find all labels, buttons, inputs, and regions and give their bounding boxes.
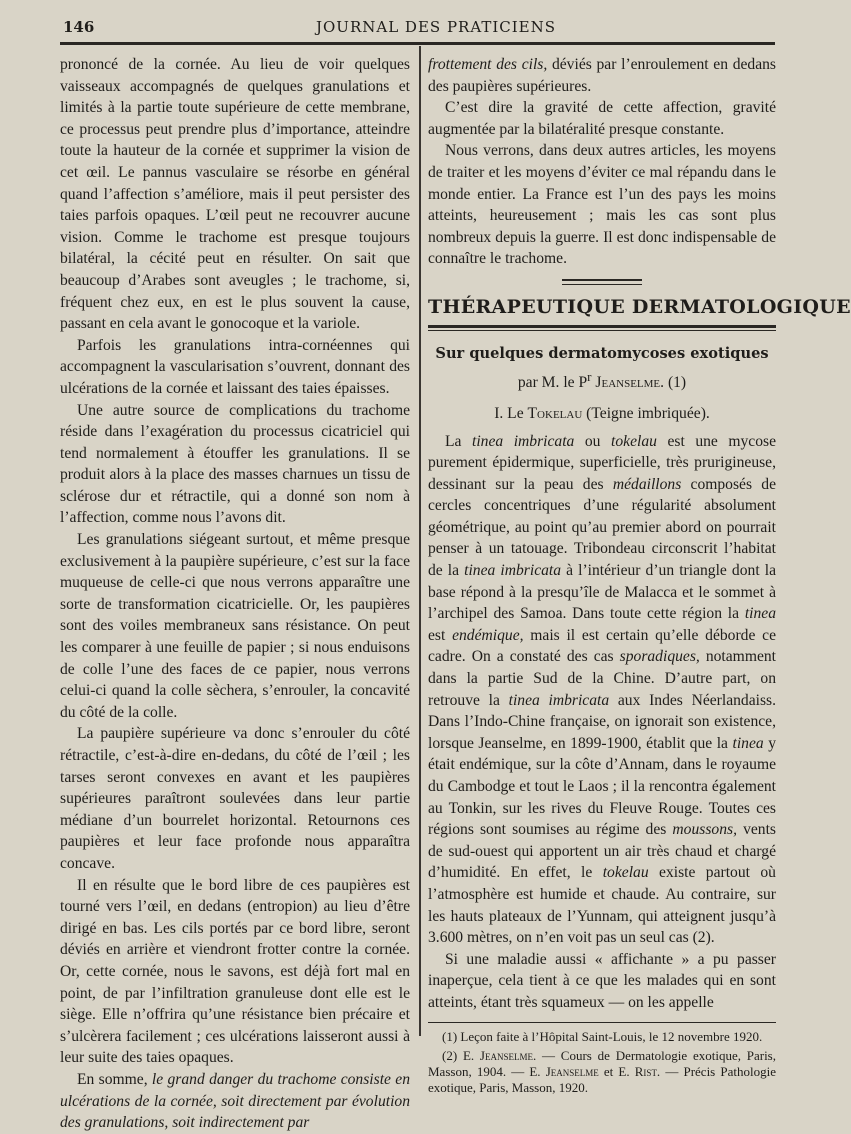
paragraph: La paupière supérieure va donc s’enrouler du côté rétractile, c’est-à-dire en-dedans, du côté de l’œil ; les tarses seront convexes en avant et les paupières supérieures paraîtront soulevées dans leur partie médiane d’un bourrelet horizontal. Retournons ces paupières et leur face profonde nous apparaîtra concave. bbox=[60, 725, 410, 872]
page-header bbox=[0, 12, 800, 42]
paragraph: Les granulations siégeant surtout, et même presque exclusivement à la paupière supérieure, c’est sur la face muqueuse de celle-ci que nous verrons apparaître une sorte de transformation cicatricielle. Or, les paupières sont des voiles membraneux sans résistance. On peut les comparer à une feuille de papier ; si nous enduisons de colle l’une des faces de ce papier, nous verrons celui-ci quand la colle sèchera, s’enrouler, la concavité du côté de la colle. bbox=[60, 531, 410, 721]
page-number: 146 bbox=[63, 18, 95, 36]
italic-text: sporadiques, bbox=[619, 648, 700, 666]
text-run: notamment dans la partie Sud de la Chine. D’autre part, on retrouve la bbox=[428, 648, 776, 709]
text-run: y était endémique, sur la côte d’Annam, dans le royaume du Cambodge et tout le Laos ; il la rencontra également au Tonkin, sur les rives du Fleuve Rouge. Toutes ces régions sont soumises au régime des bbox=[428, 734, 776, 839]
text-run: composés de cercles concentriques d’une régularité absolument géométrique, au point qu’au premier abord on pourrait penser à un tatouage. Tribondeau circonscrit l’habitat de la bbox=[428, 475, 777, 580]
section-separator bbox=[562, 279, 642, 281]
italic-text: endémique, bbox=[452, 626, 524, 644]
italic-text: frottement des cils, bbox=[428, 56, 548, 73]
text-run: — Cours de Dermatologie exotique, Paris, Masson, 1904. — E. bbox=[428, 1047, 776, 1079]
paragraph: Parfois les granulations intra-cornéennes qui accompagnent la vascularisation s’ouvrent, donnant des ulcérations de la cornée et laissant des taies épaisses. bbox=[60, 336, 410, 397]
paragraph bbox=[428, 54, 776, 97]
paragraph bbox=[60, 1069, 410, 1134]
text-run: Jeanselme. bbox=[479, 1047, 537, 1063]
title-rule bbox=[428, 325, 776, 328]
author-name: Jeanselme. bbox=[595, 374, 665, 392]
footnote bbox=[428, 1048, 776, 1096]
footnote-ref: (1) bbox=[664, 374, 687, 392]
italic-text: tinea imbricata bbox=[464, 562, 562, 580]
text-run: aux Indes Néerlandaiss. Dans l’Indo-Chine française, on ignorait son existence, lorsque Jeanselme, en 1899-1900, établit que la bbox=[428, 691, 776, 752]
italic-text: médaillons bbox=[612, 475, 682, 493]
italic-text: tinea imbricata bbox=[471, 432, 575, 450]
text-run: à l’intérieur d’un triangle dont la base répond à la presqu’île de Malacca et le sommet à l’archipel des Samoa. Dans toute cette région la bbox=[428, 562, 776, 623]
section-separator bbox=[562, 284, 642, 285]
italic-text: tinea imbricata bbox=[508, 691, 610, 709]
column-divider bbox=[419, 46, 421, 1036]
superscript: r bbox=[587, 369, 592, 385]
right-column bbox=[428, 54, 851, 1096]
text-run: (Teigne imbriquée). bbox=[582, 404, 710, 422]
left-column bbox=[60, 54, 410, 1134]
footnote-rule bbox=[428, 1022, 776, 1023]
paragraph: Nous verrons, dans deux autres articles, les moyens de traiter et les moyens d’éviter ce mal répandu dans le monde entier. La France est l’un des pays les moins atteints, heureusement ; mais les cas sont plus nombreux depuis la guerre. Il est donc indispensable de connaître le trachome. bbox=[428, 142, 776, 268]
paragraph: C’est dire la gravité de cette affection, gravité augmentée par la bilatéralité presque constante. bbox=[428, 99, 776, 138]
text-run: déviés par l’enroulement en dedans des paupières supérieures. bbox=[428, 56, 776, 95]
text-run: et E. bbox=[598, 1063, 635, 1079]
italic-text: tokelau bbox=[602, 864, 649, 882]
text-run: existe partout où l’atmosphère est humide et chaude. Au contraire, sur les hauts plateaux de l’Yunnam, qui atteignent jusqu’à 3.600 mètres, on n’en voit pas un seul cas (2). bbox=[428, 864, 776, 947]
section-title: THÉRAPEUTIQUE DERMATOLOGIQUE bbox=[428, 295, 851, 318]
text-run: est une mycose purement épidermique, superficielle, très prurigineuse, dessinant sur la peau des bbox=[428, 432, 776, 493]
article-author bbox=[428, 366, 776, 394]
journal-title: JOURNAL DES PRATICIENS bbox=[316, 18, 557, 36]
italic-text: tokelau bbox=[611, 432, 657, 450]
text-run: ou bbox=[574, 432, 612, 450]
text-run: Tokelau bbox=[527, 404, 583, 422]
text-run: — Précis Pathologie exotique, Paris, Masson, 1920. bbox=[428, 1063, 776, 1095]
text-run: par M. le P bbox=[517, 374, 588, 392]
paragraph: Si une maladie aussi « affichante » a pu passer inaperçue, cela tient à ce que les malades qui en sont atteints, étant très squameux — on les appelle bbox=[428, 950, 776, 1011]
subsection-heading bbox=[428, 403, 776, 425]
text-run: I. Le bbox=[494, 404, 528, 422]
text-run: La bbox=[445, 432, 472, 450]
italic-text: moussons, bbox=[672, 821, 737, 839]
text-run: est bbox=[428, 626, 453, 644]
text-run: vents de sud-ouest qui apportent un air très chaud et chargé d’humidité. En effet, le bbox=[428, 821, 776, 882]
italic-text: tinea bbox=[732, 734, 764, 752]
paragraph: prononcé de la cornée. Au lieu de voir quelques vaisseaux accompagnés de quelques granulations et limités à la partie toute supérieure de cette membrane, ce processus peut prendre plus d’importance, atteindre toute la hauteur de la cornée et supprimer la vision de cet œil. Le pannus vasculaire se résorbe en général quand l’affection s’améliore, mais il peut persister des taies parfois opaques. L’œil peut ne recouvrer aucune vision. Comme le trachome est presque toujours bilatéral, la cécité peut en résulter. On sait que beaucoup d’Arabes sont aveugles ; le trachome, si, fréquent chez eux, en est le plus souvent la cause, passant en cela avant le gonocoque et la variole. bbox=[60, 56, 410, 333]
paragraph: Il en résulte que le bord libre de ces paupières est tourné vers l’œil, en dedans (entropion) au lieu d’être dirigé en bas. Les cils portés par ce bord libre, seront déviés en arrière et viendront frotter contre la cornée. Or, cette cornée, nous le savons, est déjà fort mal en point, de par l’infiltration granuleuse dont elle est le siège. Elle n’offrira qu’une résistance bien précaire et s’ulcèrera facilement ; ces ulcérations laisseront aussi à leur suite des taies opaques. bbox=[60, 876, 410, 1067]
text-run: Jeanselme bbox=[545, 1063, 599, 1079]
text-run: mais il est certain qu’elle déborde ce cadre. On a constaté des cas bbox=[428, 626, 776, 666]
italic-text: le grand danger du trachome consiste en ulcérations de la cornée, soit directement par évolution des granulations, soit indirectement par bbox=[60, 1070, 410, 1132]
title-rule bbox=[428, 330, 776, 331]
paragraph: Une autre source de complications du trachome réside dans l’exagération du processus cicatriciel qui tend normalement à étouffer les granulations. Il se produit alors à la place des masses charnues un tissu de sclérose dur et rétractile, qui a donné son nom à l’affection, comme nous l’avons dit. bbox=[60, 401, 410, 527]
italic-text: tinea bbox=[744, 605, 776, 623]
article-title: Sur quelques dermatomycoses exotiques bbox=[435, 344, 769, 362]
text-run: Rist. bbox=[634, 1063, 661, 1079]
paragraph bbox=[428, 431, 776, 949]
text-run: En somme, bbox=[77, 1070, 152, 1088]
text-run: (2) E. bbox=[442, 1047, 480, 1063]
footnote: (1) Leçon faite à l’Hôpital Saint-Louis, le 12 novembre 1920. bbox=[442, 1028, 763, 1044]
header-rule bbox=[60, 42, 775, 45]
